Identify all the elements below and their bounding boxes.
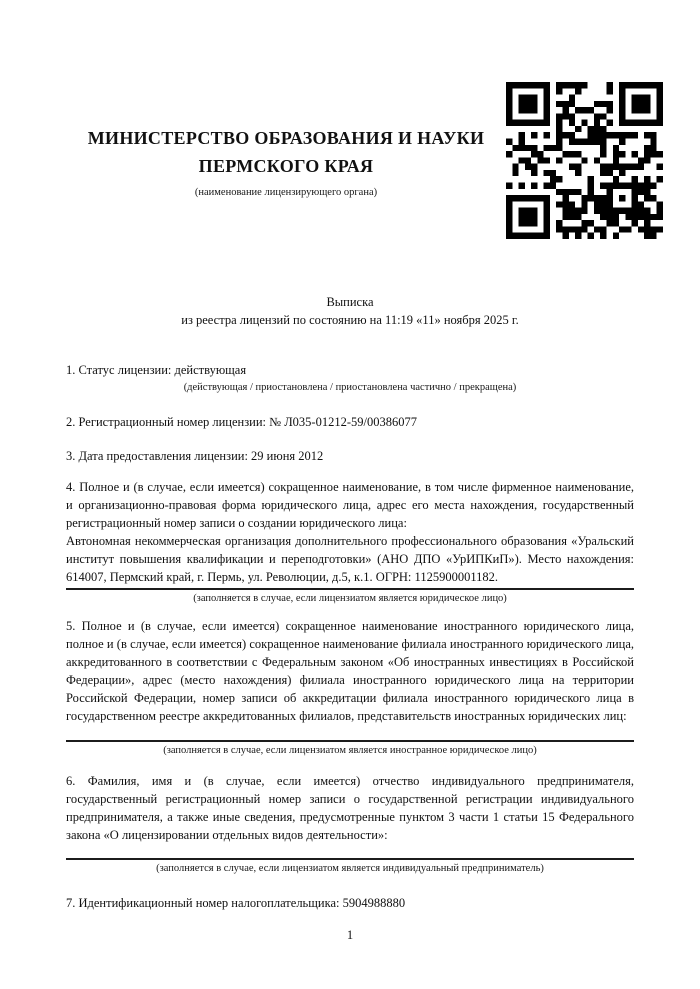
- qr-code-image: [506, 82, 663, 239]
- item-legal-entity: [66, 478, 634, 605]
- item-text: 3. Дата предоставления лицензии: 29 июня 2012: [66, 449, 324, 463]
- item-text: 7. Идентификационный номер налогоплательщика: 5904988880: [66, 896, 406, 910]
- item-grant-date: [66, 447, 634, 465]
- issuing-authority-name: [66, 124, 506, 180]
- item-text: 5. Полное и (в случае, если имеется) сокращенное наименование иностранного юридического лица, полное и (в случае, если имеется) сокращенное наименование филиала иностранного юридического лица, аккредитованного в соответствии с Федеральным законом «Об иностранных инвестициях в Российской Федерации», адрес (место нахождения) филиала иностранного юридического лица на территории Российской Федерации, номер записи об аккредитации филиала иностранного юридического лица в государственном реестре аккредитованных филиалов, представительств иностранных юридических лиц:: [66, 619, 634, 723]
- item-caption: (заполняется в случае, если лицензиатом является иностранное юридическое лицо): [163, 745, 537, 756]
- issuing-authority-line2: ПЕРМСКОГО КРАЯ: [198, 156, 374, 176]
- qr-code: [506, 82, 663, 239]
- item-value: Автономная некоммерческая организация дополнительного профессионального образования «Уральский институт повышения квалификации и переподготовки» (АНО ДПО «УрИПКиП»). Место нахождения: 614007, Пермский край, г. Пермь, ул. Революции, д.5, к.1. ОГРН: 1125900001182.: [66, 534, 634, 584]
- item-text: 6. Фамилия, имя и (в случае, если имеется) отчество индивидуального предпринимателя, государственный регистрационный номер записи о государственной регистрации индивидуального предпринимателя, а также иные сведения, предусмотренные пунктом 3 части 1 статьи 15 Федерального закона «О лицензировании отдельных видов деятельности»:: [66, 774, 634, 842]
- page-number: 1: [346, 928, 354, 942]
- item-caption: (заполняется в случае, если лицензиатом является юридическое лицо): [193, 593, 507, 604]
- document-subtitle: из реестра лицензий по состоянию на 11:19 «11» ноября 2025 г.: [181, 313, 519, 327]
- fill-line: [66, 740, 634, 742]
- letterhead: [66, 124, 506, 199]
- item-taxpayer-id: [66, 894, 634, 912]
- item-text: 2. Регистрационный номер лицензии: № Л035-01212-59/00386077: [66, 415, 417, 429]
- item-text: 4. Полное и (в случае, если имеется) сокращенное наименование, в том числе фирменное наименование, и организационно-правовая форма юридического лица, адрес его места нахождения, государственный регистрационный номер записи о создании юридического лица:: [66, 480, 634, 530]
- document-title-block: [66, 293, 634, 329]
- document-title: Выписка: [326, 295, 374, 309]
- item-foreign-entity: [66, 617, 634, 757]
- item-license-status: [66, 361, 634, 394]
- item-text: 1. Статус лицензии: действующая: [66, 363, 247, 377]
- fill-line: [66, 858, 634, 860]
- item-caption: (действующая / приостановлена / приостановлена частично / прекращена): [183, 382, 517, 393]
- fill-line: [66, 588, 634, 590]
- issuing-authority-line1: МИНИСТЕРСТВО ОБРАЗОВАНИЯ И НАУКИ: [87, 128, 485, 148]
- item-caption: (заполняется в случае, если лицензиатом является индивидуальный предприниматель): [156, 863, 544, 874]
- item-individual-entrepreneur: [66, 772, 634, 875]
- item-registration-number: [66, 413, 634, 431]
- issuing-authority-caption: (наименование лицензирующего органа): [194, 187, 378, 198]
